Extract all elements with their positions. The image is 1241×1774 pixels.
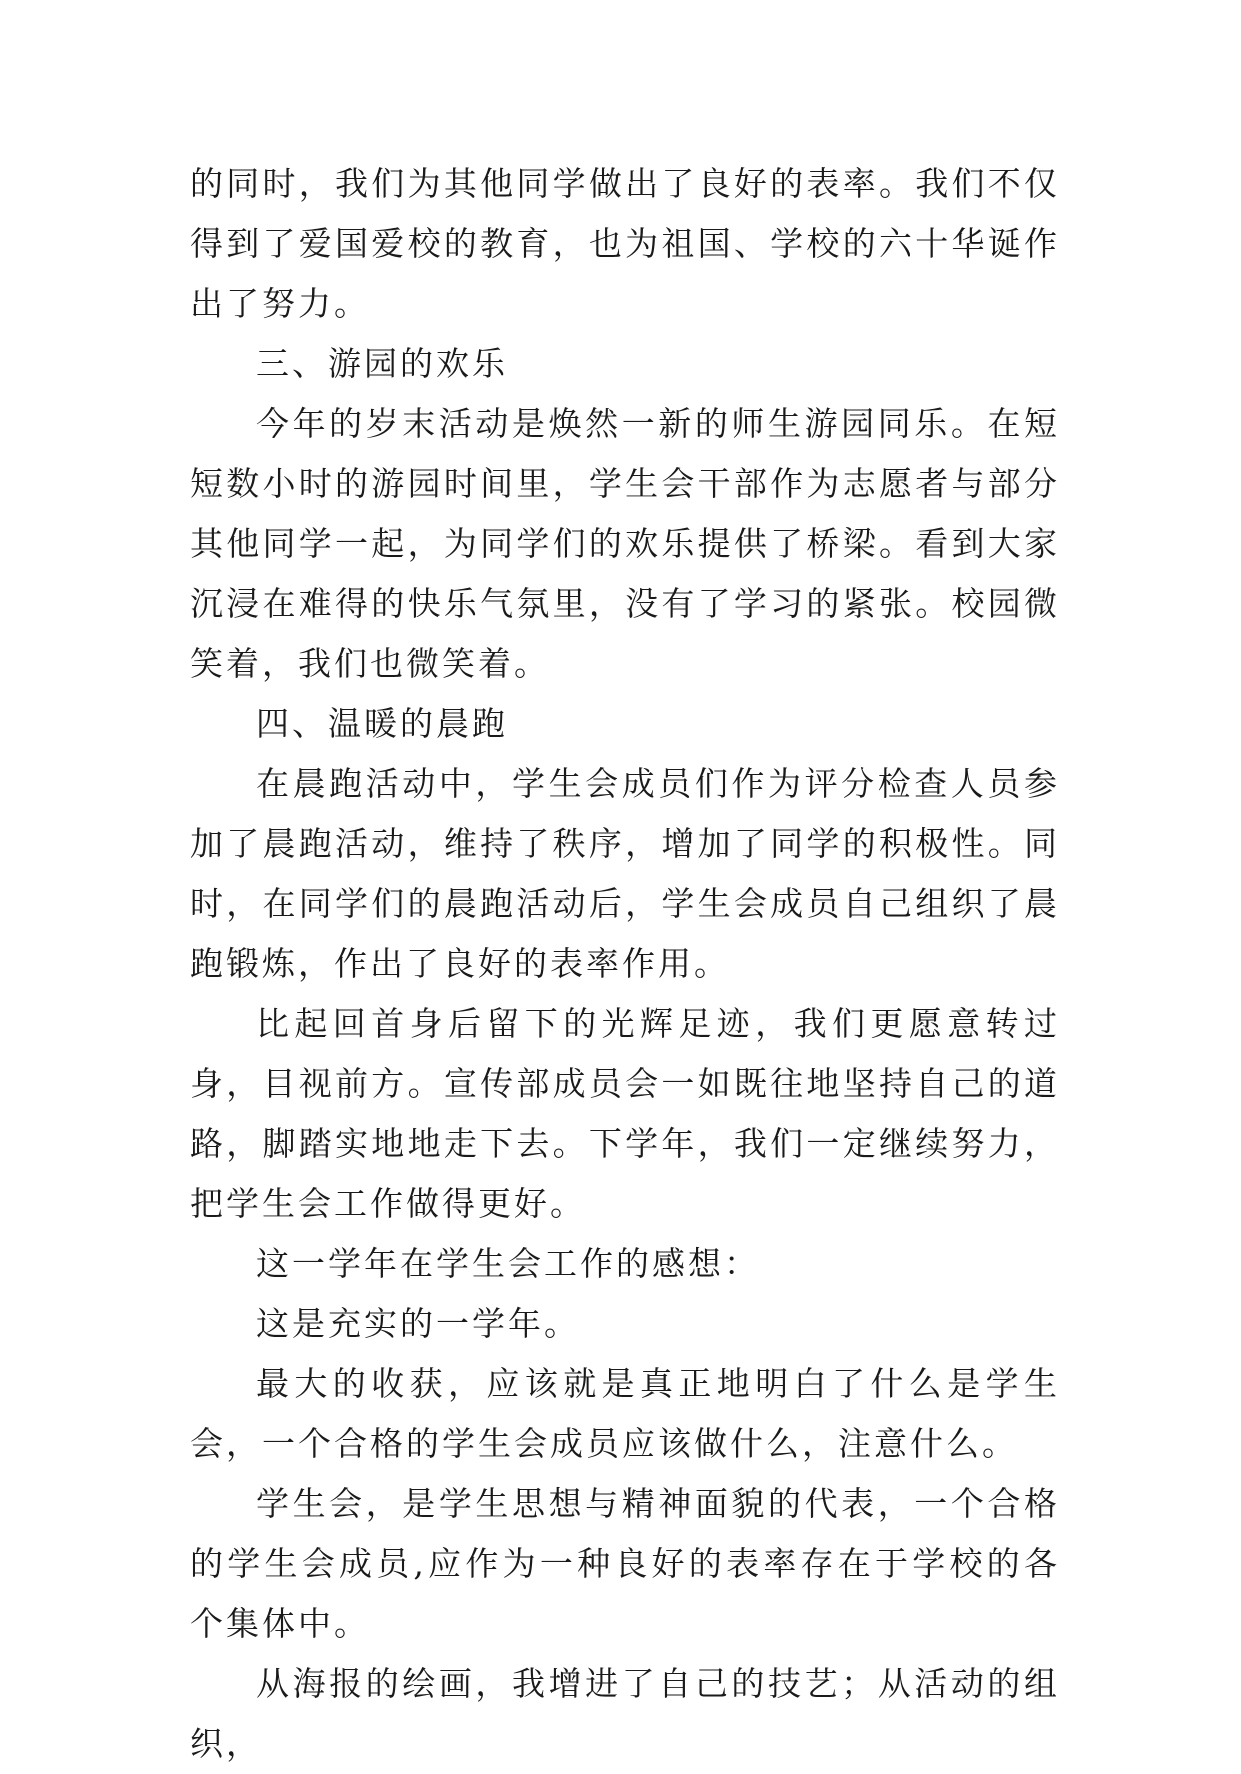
section-heading-3: 三、游园的欢乐 xyxy=(256,344,508,383)
paragraph-poster-drawing: 从海报的绘画，我增进了自己的技艺；从活动的组织， xyxy=(190,1664,1060,1763)
paragraph-morning-run: 在晨跑活动中，学生会成员们作为评分检查人员参加了晨跑活动，维持了秩序，增加了同学的积极性。同时，在同学们的晨跑活动后，学生会成员自己组织了晨跑锻炼，作出了良好的表率作用。 xyxy=(190,764,1060,983)
section-heading-4: 四、温暖的晨跑 xyxy=(256,704,508,743)
paragraph-biggest-gain: 最大的收获，应该就是真正地明白了什么是学生会，一个合格的学生会成员应该做什么，注意什么。 xyxy=(190,1364,1060,1463)
paragraph-fulfilling-year: 这是充实的一学年。 xyxy=(256,1304,580,1343)
paragraph-looking-forward: 比起回首身后留下的光辉足迹，我们更愿意转过身，目视前方。宣传部成员会一如既往地坚持自己的道路，脚踏实地地走下去。下学年，我们一定继续努力，把学生会工作做得更好。 xyxy=(190,1004,1060,1223)
document-body xyxy=(190,154,1060,1774)
paragraph-continuation: 的同时，我们为其他同学做出了良好的表率。我们不仅得到了爱国爱校的教育，也为祖国、学校的六十华诞作出了努力。 xyxy=(190,164,1060,323)
reflection-heading: 这一学年在学生会工作的感想： xyxy=(256,1244,760,1283)
paragraph-student-union-role: 学生会，是学生思想与精神面貌的代表，一个合格的学生会成员,应作为一种良好的表率存在于学校的各个集体中。 xyxy=(190,1484,1060,1643)
paragraph-garden-party: 今年的岁末活动是焕然一新的师生游园同乐。在短短数小时的游园时间里，学生会干部作为志愿者与部分其他同学一起，为同学们的欢乐提供了桥梁。看到大家沉浸在难得的快乐气氛里，没有了学习的紧张。校园微笑着，我们也微笑着。 xyxy=(190,404,1060,683)
